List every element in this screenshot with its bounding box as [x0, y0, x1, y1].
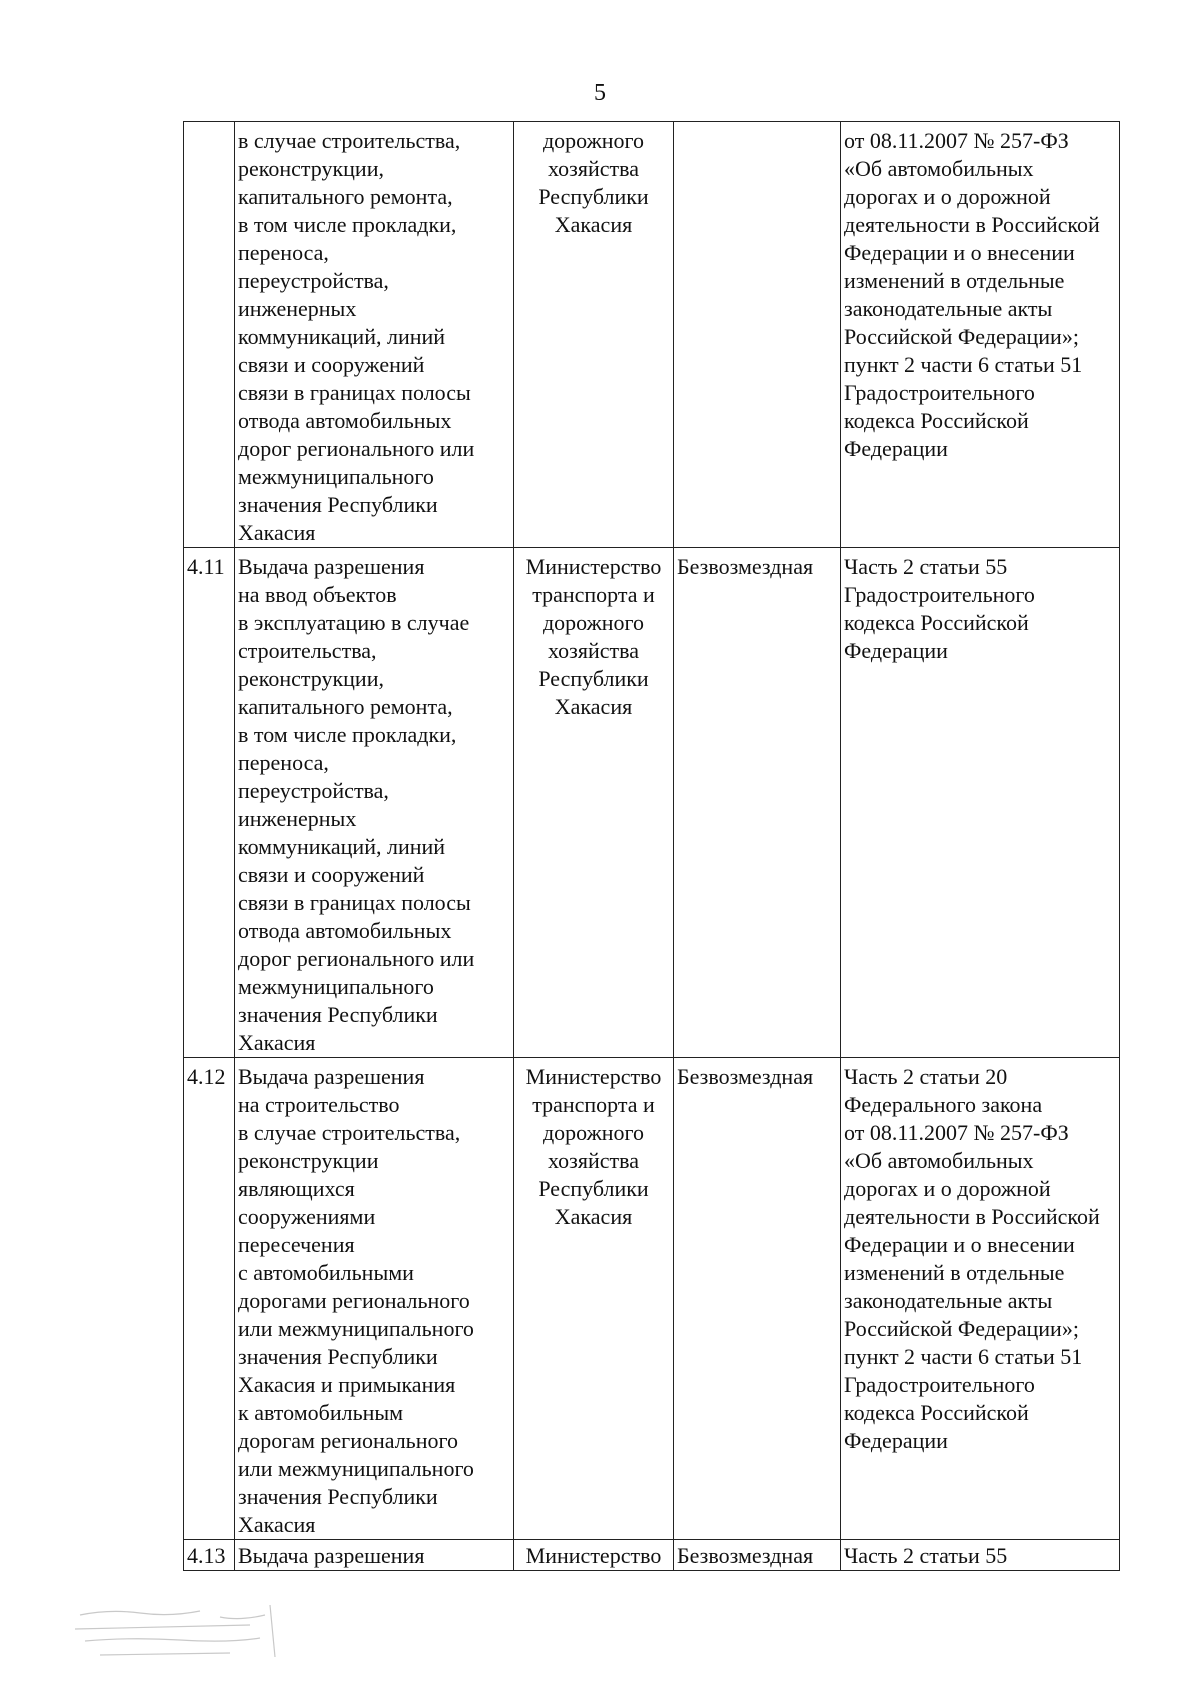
service-name: Выдача разрешения на строительство в случае строительства, реконструкции являющихся сооружениями пересечения с автомобильными дорогами регионального или межмуниципального значения Республики Хакасия и примыкания к автомобильным дорогам регионального или межмуниципального значения Республики Хакасия [235, 1058, 514, 1540]
responsible-body: Министерство транспорта и дорожного хозяйства Республики Хакасия [514, 1058, 674, 1540]
table-row [184, 122, 1120, 548]
table-row [184, 1540, 1120, 1571]
responsible-body: дорожного хозяйства Республики Хакасия [514, 122, 674, 548]
fee-type: Безвозмездная [674, 1540, 841, 1571]
legal-basis: Часть 2 статьи 55 [841, 1540, 1120, 1571]
faded-stamp [70, 1595, 295, 1665]
responsible-body: Министерство транспорта и дорожного хозяйства Республики Хакасия [514, 548, 674, 1058]
legal-basis: от 08.11.2007 № 257-ФЗ «Об автомобильных дорогах и о дорожной деятельности в Российской Федерации и о внесении изменений в отдельные законодательные акты Российской Федерации»; пункт 2 части 6 статьи 51 Градостроительного кодекса Российской Федерации [841, 122, 1120, 548]
row-number: 4.13 [184, 1540, 235, 1571]
row-number [184, 122, 235, 548]
responsible-body: Министерство [514, 1540, 674, 1571]
table-row [184, 1058, 1120, 1540]
legal-basis: Часть 2 статьи 55 Градостроительного кодекса Российской Федерации [841, 548, 1120, 1058]
row-number: 4.11 [184, 548, 235, 1058]
legal-basis: Часть 2 статьи 20 Федерального закона от 08.11.2007 № 257-ФЗ «Об автомобильных дорогах и о дорожной деятельности в Российской Федерации и о внесении изменений в отдельные законодательные акты Российской Федерации»; пункт 2 части 6 статьи 51 Градостроительного кодекса Российской Федерации [841, 1058, 1120, 1540]
services-table [183, 121, 1120, 1571]
page-number: 5 [594, 80, 606, 106]
service-name: Выдача разрешения на ввод объектов в эксплуатацию в случае строительства, реконструкции, капитального ремонта, в том числе прокладки, переноса, переустройства, инженерных коммуникаций, линий связи и сооружений связи в границах полосы отвода автомобильных дорог регионального или межмуниципального значения Республики Хакасия [235, 548, 514, 1058]
service-name: в случае строительства, реконструкции, капитального ремонта, в том числе прокладки, переноса, переустройства, инженерных коммуникаций, линий связи и сооружений связи в границах полосы отвода автомобильных дорог регионального или межмуниципального значения Республики Хакасия [235, 122, 514, 548]
service-name: Выдача разрешения [235, 1540, 514, 1571]
row-number: 4.12 [184, 1058, 235, 1540]
fee-type: Безвозмездная [674, 1058, 841, 1540]
fee-type: Безвозмездная [674, 548, 841, 1058]
table-row [184, 548, 1120, 1058]
fee-type [674, 122, 841, 548]
